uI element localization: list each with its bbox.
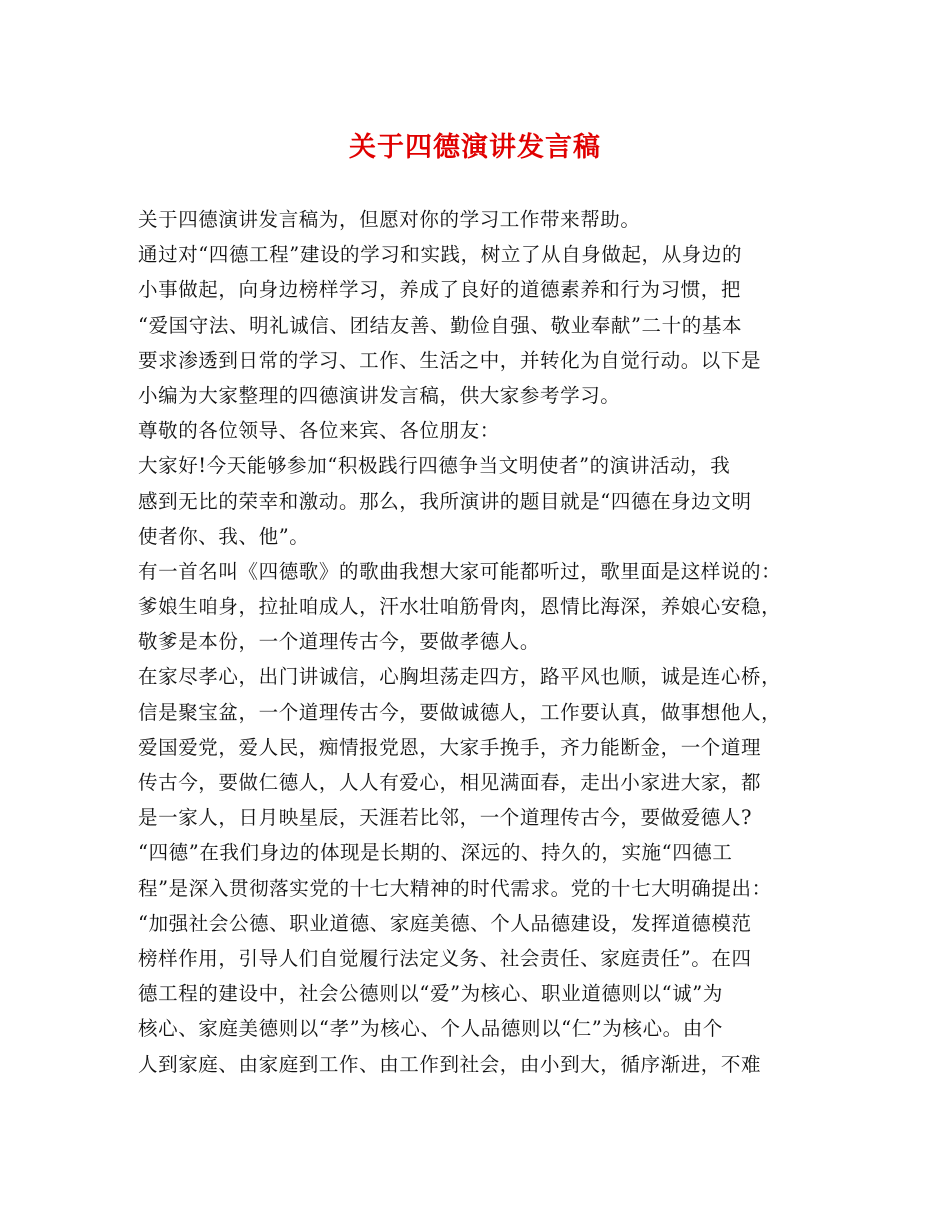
body-line: “爱国守法、明礼诚信、团结友善、勤俭自强、敬业奉献”二十的基本 bbox=[138, 313, 743, 337]
body-line: 通过对“四德工程”建设的学习和实践，树立了从自身做起，从身边的 bbox=[138, 243, 743, 267]
body-line: 程”是深入贯彻落实党的十七大精神的时代需求。党的十七大明确提出： bbox=[138, 876, 772, 900]
body-line: 敬爹是本份，一个道理传古今，要做孝德人。 bbox=[138, 630, 541, 654]
body-line: 核心、家庭美德则以“孝”为核心、个人品德则以“仁”为核心。由个 bbox=[138, 1017, 723, 1041]
body-line: 感到无比的荣幸和激动。那么，我所演讲的题目就是“四德在身边文明 bbox=[138, 489, 752, 513]
body-line: 传古今，要做仁德人，人人有爱心，相见满面春，走出小家进大家，都 bbox=[138, 771, 762, 794]
body-line: 有一首名叫《四德歌》的歌曲我想大家可能都听过，歌里面是这样说的： bbox=[138, 559, 782, 583]
body-line: 信是聚宝盆，一个道理传古今，要做诚德人，工作要认真，做事想他人， bbox=[138, 700, 782, 724]
body-line: 爹娘生咱身，拉扯咱成人，汗水壮咱筋骨肉，恩情比海深，养娘心安稳， bbox=[138, 595, 782, 619]
body-line: 关于四德演讲发言稿为，但愿对你的学习工作带来帮助。 bbox=[138, 208, 641, 231]
body-line: 是一家人，日月映星辰，天涯若比邻，一个道理传古今，要做爱德人? bbox=[138, 806, 753, 830]
body-line: 人到家庭、由家庭到工作、由工作到社会，由小到大，循序渐进，不难 bbox=[138, 1052, 762, 1076]
body-line: 使者你、我、他”。 bbox=[138, 524, 310, 548]
body-line: 小编为大家整理的四德演讲发言稿，供大家参考学习。 bbox=[138, 383, 621, 407]
body-line: 在家尽孝心，出门讲诚信，心胸坦荡走四方，路平风也顺，诚是连心桥， bbox=[138, 665, 782, 689]
body-line: 大家好!今天能够参加“积极践行四德争当文明使者”的演讲活动，我 bbox=[138, 454, 731, 478]
body-line: “加强社会公德、职业道德、家庭美德、个人品德建设，发挥道德模范 bbox=[138, 911, 752, 935]
body-line: 尊敬的各位领导、各位来宾、各位朋友： bbox=[138, 419, 500, 443]
body-line: 小事做起，向身边榜样学习，养成了良好的道德素养和行为习惯，把 bbox=[138, 278, 742, 302]
body-line: “四德”在我们身边的体现是长期的、深远的、持久的，实施“四德工 bbox=[138, 841, 733, 865]
document-title: 关于四德演讲发言稿 bbox=[349, 132, 601, 163]
document-body bbox=[138, 202, 818, 1082]
body-line: 爱国爱党，爱人民，痴情报党恩，大家手挽手，齐力能断金，一个道理 bbox=[138, 735, 762, 759]
body-line: 要求渗透到日常的学习、工作、生活之中，并转化为自觉行动。以下是 bbox=[138, 348, 762, 372]
body-line: 德工程的建设中，社会公德则以“爱”为核心、职业道德则以“诚”为 bbox=[138, 982, 723, 1006]
body-line: 榜样作用，引导人们自觉履行法定义务、社会责任、家庭责任”。在四 bbox=[138, 946, 752, 970]
